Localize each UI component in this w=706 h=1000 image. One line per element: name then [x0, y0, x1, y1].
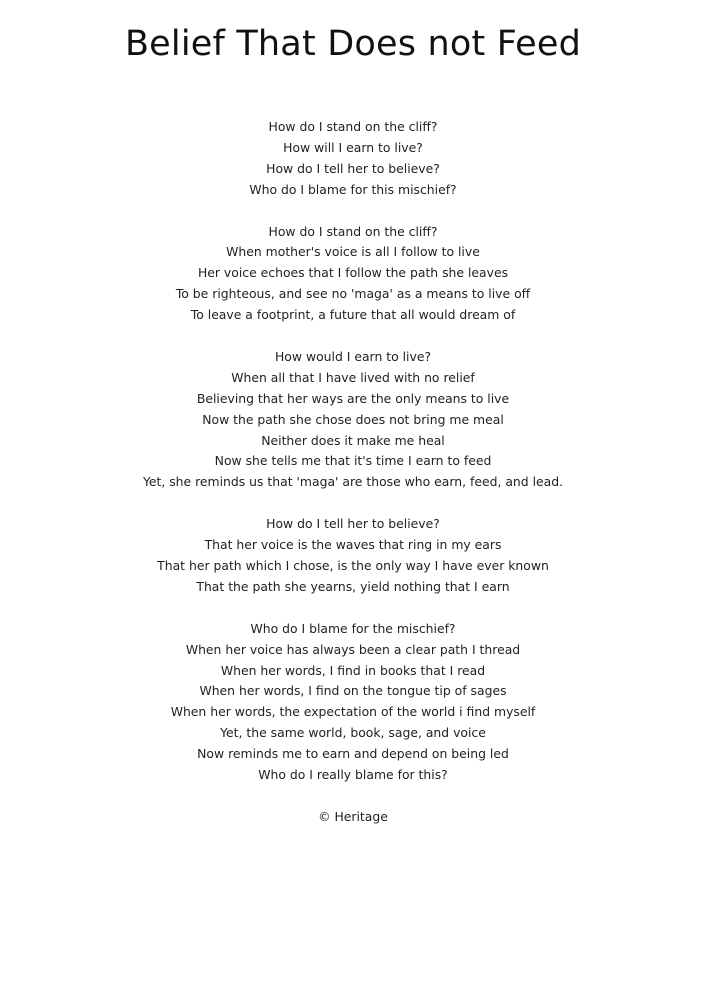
poem-line: Believing that her ways are the only means to live: [196, 390, 510, 406]
poem-line: Now reminds me to earn and depend on being led: [197, 746, 509, 762]
poem-line: When her words, I find on the tongue tip of sages: [199, 683, 507, 699]
poem-line: Neither does it make me heal: [261, 432, 445, 448]
poem-line: How do I tell her to believe?: [266, 160, 440, 176]
poem-line: How do I stand on the cliff?: [268, 223, 438, 239]
poem-line: Now the path she chose does not bring me meal: [202, 411, 504, 427]
poem-line: When all that I have lived with no relief: [231, 369, 475, 385]
stanza-1: [0, 117, 706, 201]
poem-line: How would I earn to live?: [274, 349, 432, 365]
poem-line: That her path which I chose, is the only way I have ever known: [157, 558, 549, 574]
poem-line: How will I earn to live?: [283, 139, 423, 155]
poem-line: Her voice echoes that I follow the path she leaves: [197, 265, 509, 281]
stanza-5: [0, 619, 706, 786]
stanza-2: [0, 222, 706, 326]
poem-line: Who do I blame for this mischief?: [249, 181, 457, 197]
poem-line: Yet, the same world, book, sage, and voice: [220, 725, 486, 741]
poem-line: Who do I really blame for this?: [258, 767, 448, 783]
poem-line: When her words, the expectation of the world i find myself: [170, 704, 536, 720]
poem-line: Who do I blame for the mischief?: [250, 620, 456, 636]
poem-line: Yet, she reminds us that 'maga' are those who earn, feed, and lead.: [142, 474, 564, 490]
stanza-4: [0, 514, 706, 598]
poem-line: To leave a footprint, a future that all would dream of: [190, 307, 516, 323]
copyright-notice: © Heritage: [318, 808, 388, 824]
poem-line: That her voice is the waves that ring in my ears: [204, 537, 502, 553]
poem-line: To be righteous, and see no 'maga' as a means to live off: [175, 286, 531, 302]
poem-title: Belief That Does not Feed: [124, 24, 582, 64]
poem-line: When mother's voice is all I follow to live: [226, 244, 480, 260]
poem-line: How do I stand on the cliff?: [268, 119, 438, 134]
poem-body: [0, 117, 706, 828]
poem-line: That the path she yearns, yield nothing that I earn: [196, 578, 510, 594]
poem-line: Now she tells me that it's time I earn to feed: [214, 453, 492, 469]
stanza-3: [0, 347, 706, 493]
poem-line: How do I tell her to believe?: [266, 516, 440, 532]
poem-line: When her voice has always been a clear path I thread: [185, 641, 521, 657]
poem-line: When her words, I find in books that I read: [220, 662, 486, 678]
